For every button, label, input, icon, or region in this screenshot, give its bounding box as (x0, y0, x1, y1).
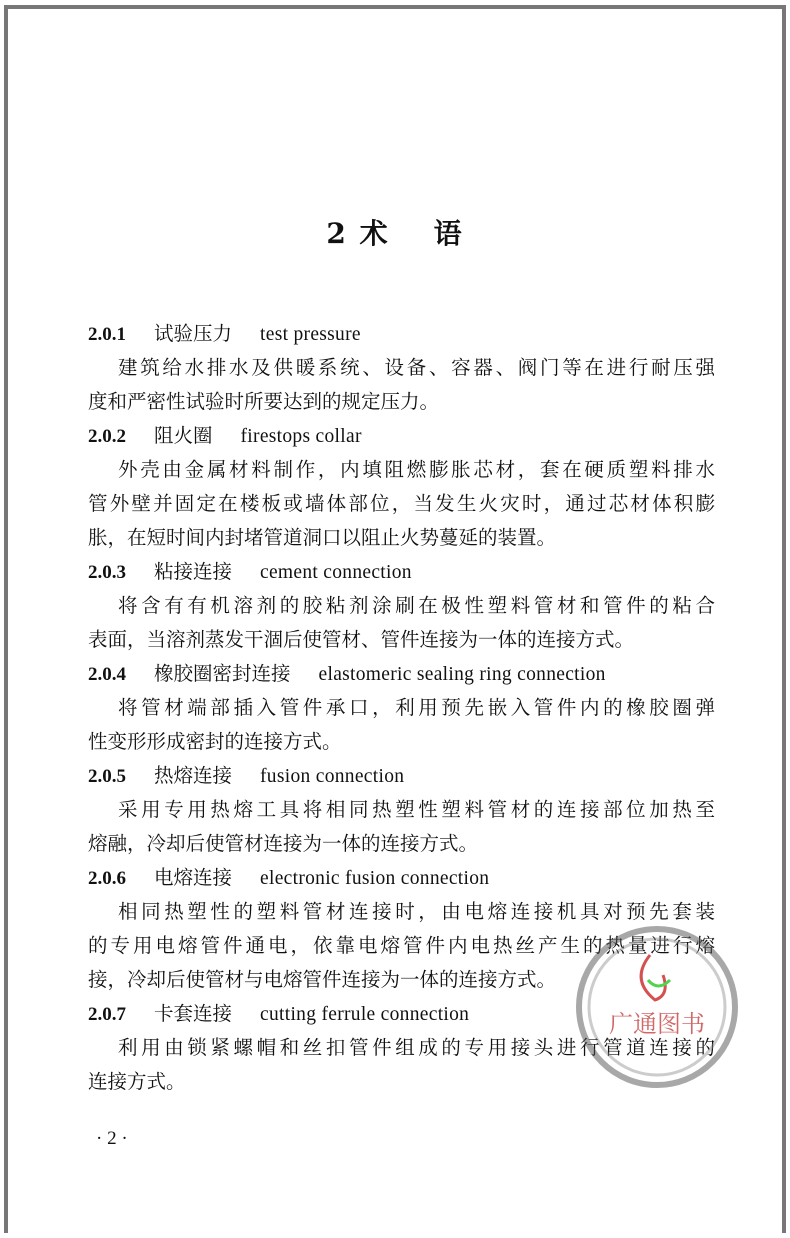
term-heading (88, 861, 715, 895)
term-number: 2.0.1 (88, 324, 126, 345)
term-heading (88, 317, 715, 351)
term-english: fusion connection (260, 766, 405, 787)
term-number: 2.0.4 (88, 664, 126, 685)
term-definition-line: 接，冷却后使管材与电熔管件连接为一体的连接方式。 (88, 968, 557, 991)
term-definition-line: 相同热塑性的塑料管材连接时，由电熔连接机具对预先套装 (118, 900, 715, 923)
term-definition-line: 利用由锁紧螺帽和丝扣管件组成的专用接头进行管道连接的 (118, 1036, 715, 1059)
term-number: 2.0.2 (88, 426, 126, 447)
term-chinese: 热熔连接 (154, 764, 233, 787)
term-chinese: 橡胶圈密封连接 (154, 662, 291, 685)
term-definition-line: 将管材端部插入管件承口，利用预先嵌入管件内的橡胶圈弹 (118, 696, 715, 719)
term-english: electronic fusion connection (260, 868, 490, 889)
term-heading (88, 759, 715, 793)
term-definition-line: 性变形形成密封的连接方式。 (88, 730, 342, 753)
term-heading (88, 555, 715, 589)
term-heading (88, 419, 715, 453)
term-heading (88, 657, 715, 691)
term-chinese: 卡套连接 (154, 1002, 233, 1025)
term-chinese: 电熔连接 (154, 866, 233, 889)
term-definition-line: 管外壁并固定在楼板或墙体部位，当发生火灾时，通过芯材体积膨 (88, 492, 715, 515)
term-definition-line: 连接方式。 (88, 1070, 186, 1093)
term-definition-line: 外壳由金属材料制作，内填阻燃膨胀芯材，套在硬质塑料排水 (118, 458, 715, 481)
term-english: test pressure (260, 324, 361, 345)
term-chinese: 试验压力 (154, 322, 233, 345)
term-number: 2.0.7 (88, 1004, 126, 1025)
term-number: 2.0.5 (88, 766, 126, 787)
stamp-text: 广通图书 (609, 1010, 705, 1038)
term-chinese: 粘接连接 (154, 560, 233, 583)
term-chinese: 阻火圈 (154, 424, 213, 447)
term-definition-line: 将含有有机溶剂的胶粘剂涂刷在极性塑料管材和管件的粘合 (118, 594, 715, 617)
page-number: · 2 · (96, 1128, 128, 1149)
term-definition-line: 的专用电熔管件通电，依靠电熔管件内电热丝产生的热量进行熔 (88, 934, 715, 957)
term-definition-line: 建筑给水排水及供暖系统、设备、容器、阀门等在进行耐压强 (118, 356, 715, 379)
term-number: 2.0.3 (88, 562, 126, 583)
term-english: firestops collar (240, 426, 362, 447)
chapter-title: 2 术 语 (326, 217, 464, 250)
term-english: cement connection (260, 562, 412, 583)
term-number: 2.0.6 (88, 868, 126, 889)
term-definition-line: 表面，当溶剂蒸发干涸后使管材、管件连接为一体的连接方式。 (88, 628, 635, 651)
term-definition-line: 胀，在短时间内封堵管道洞口以阻止火势蔓延的装置。 (88, 526, 557, 549)
term-definition-line: 采用专用热熔工具将相同热塑性塑料管材的连接部位加热至 (118, 798, 715, 821)
term-definition-line: 熔融，冷却后使管材连接为一体的连接方式。 (88, 832, 479, 855)
term-english: elastomeric sealing ring connection (318, 664, 606, 685)
publisher-stamp-watermark (570, 920, 745, 1095)
term-definition-line: 度和严密性试验时所要达到的规定压力。 (88, 390, 440, 413)
term-english: cutting ferrule connection (260, 1004, 470, 1025)
